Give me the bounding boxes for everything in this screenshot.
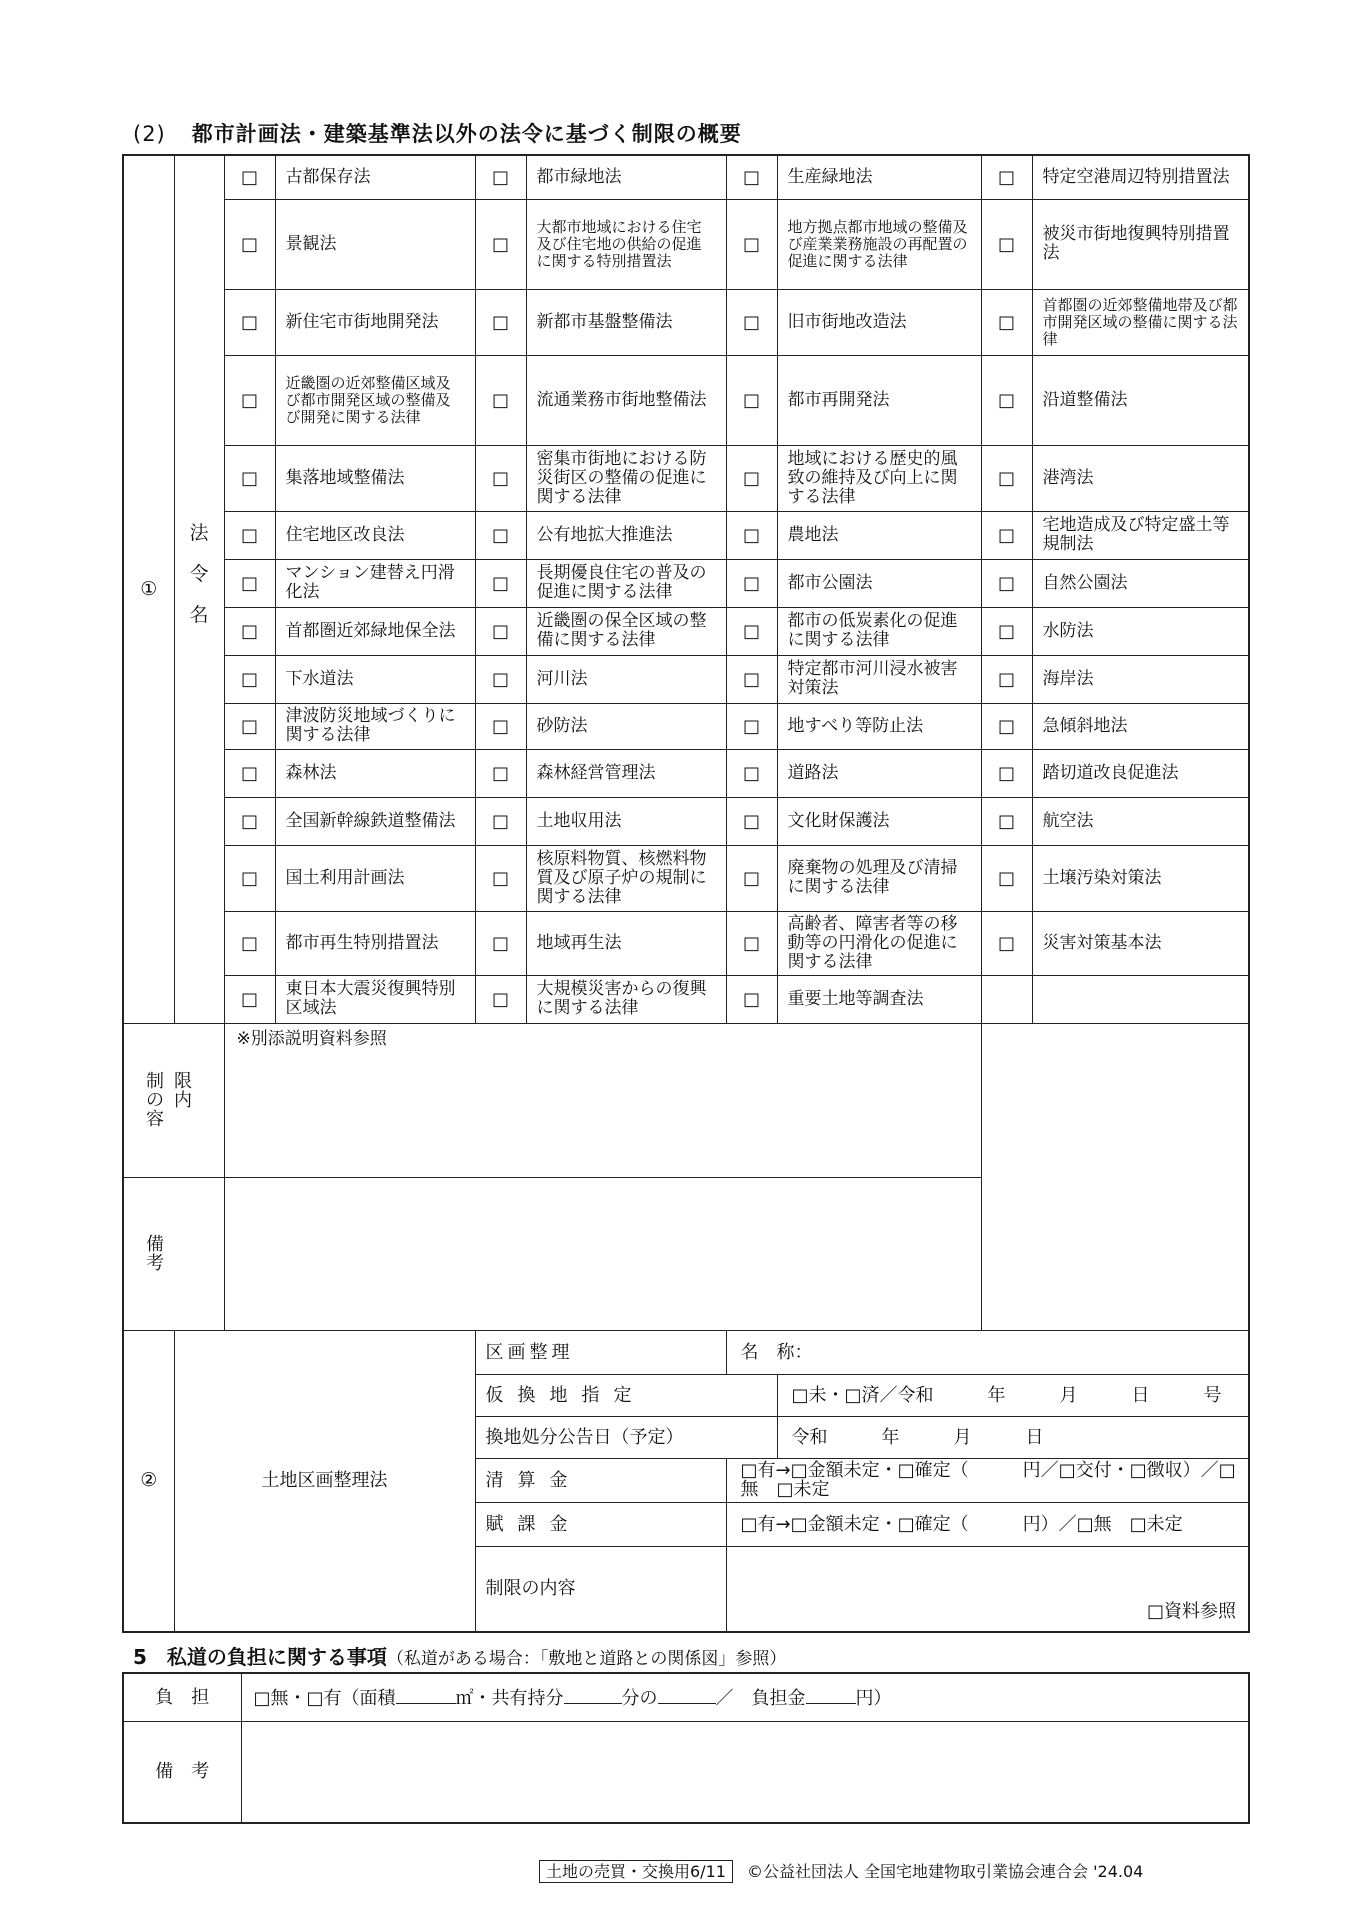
law-checkbox[interactable]: □ (475, 797, 526, 845)
law-name: 景観法 (275, 199, 475, 289)
law-checkbox[interactable] (981, 975, 1032, 1023)
seisan-field[interactable]: □有→□金額未定・□確定（ 円／□交付・□徴収）／□無 □未定 (726, 1458, 1249, 1502)
law-name: 砂防法 (526, 703, 726, 749)
law-checkbox[interactable]: □ (475, 655, 526, 703)
law-checkbox[interactable]: □ (726, 655, 777, 703)
fuka-label: 賦課金 (475, 1502, 726, 1546)
law-checkbox[interactable]: □ (475, 703, 526, 749)
share-numerator-blank[interactable] (658, 1687, 716, 1704)
law-name: 廃棄物の処理及び清掃に関する法律 (777, 845, 981, 911)
law-name: 流通業務市街地整備法 (526, 355, 726, 445)
law-name: 特定都市河川浸水被害対策法 (777, 655, 981, 703)
law-checkbox[interactable]: □ (981, 797, 1032, 845)
law-name: 生産緑地法 (777, 155, 981, 199)
law-row (123, 155, 1249, 199)
burden-field[interactable]: □無・□有（面積 ㎡・共有持分 分の ／ 負担金 円） (241, 1673, 1249, 1721)
law-name: 被災市街地復興特別措置法 (1032, 199, 1249, 289)
section-heading (133, 118, 742, 148)
law-row (123, 703, 1249, 749)
law-name: 土地収用法 (526, 797, 726, 845)
restriction-content-label: 制限の内容 (123, 1023, 224, 1177)
law-name: 土壌汚染対策法 (1032, 845, 1249, 911)
law-row (123, 749, 1249, 797)
law-row (123, 845, 1249, 911)
law-checkbox[interactable]: □ (726, 749, 777, 797)
law-name: 森林法 (275, 749, 475, 797)
law-checkbox[interactable]: □ (475, 355, 526, 445)
law-checkbox[interactable]: □ (726, 511, 777, 559)
law-name: 新都市基盤整備法 (526, 289, 726, 355)
law-name: 旧市街地改造法 (777, 289, 981, 355)
law-checkbox[interactable]: □ (726, 155, 777, 199)
law-checkbox[interactable]: □ (224, 445, 275, 511)
section-number: (2) (133, 122, 166, 146)
karikan-field[interactable]: □未・□済／令和 年 月 日 号 (777, 1374, 1249, 1416)
law-name: 都市再生特別措置法 (275, 911, 475, 975)
law-checkbox[interactable]: □ (475, 845, 526, 911)
law-checkbox[interactable]: □ (224, 797, 275, 845)
law-name: 自然公園法 (1032, 559, 1249, 607)
area-blank[interactable] (396, 1687, 456, 1704)
law-name: 都市公園法 (777, 559, 981, 607)
law-name: 津波防災地域づくりに関する法律 (275, 703, 475, 749)
law-name-label-char: 名 (189, 603, 209, 626)
remarks-5-field[interactable] (241, 1721, 1249, 1823)
law-checkbox[interactable]: □ (224, 155, 275, 199)
law-name: 地域における歴史的風致の維持及び向上に関する法律 (777, 445, 981, 511)
law-name: 集落地域整備法 (275, 445, 475, 511)
law-row (123, 559, 1249, 607)
law-row (123, 655, 1249, 703)
law-name (1032, 975, 1249, 1023)
law-checkbox[interactable]: □ (475, 199, 526, 289)
law-name: 森林経営管理法 (526, 749, 726, 797)
law-checkbox[interactable]: □ (475, 749, 526, 797)
law-checkbox[interactable]: □ (726, 703, 777, 749)
footer (539, 1859, 1143, 1882)
law-checkbox[interactable]: □ (475, 155, 526, 199)
law-row (123, 289, 1249, 355)
law-checkbox[interactable]: □ (981, 445, 1032, 511)
law-row (123, 511, 1249, 559)
remarks-field[interactable] (224, 1177, 981, 1330)
law-name: 特定空港周辺特別措置法 (1032, 155, 1249, 199)
remarks-label: 備 考 (123, 1177, 224, 1330)
law-checkbox[interactable]: □ (726, 797, 777, 845)
law-name: 首都圏の近郊整備地帯及び都市開発区域の整備に関する法律 (1032, 289, 1249, 355)
law-name: 海岸法 (1032, 655, 1249, 703)
law-name: 航空法 (1032, 797, 1249, 845)
karikan-label: 仮換地指定 (475, 1374, 777, 1416)
law-name: 高齢者、障害者等の移動等の円滑化の促進に関する法律 (777, 911, 981, 975)
law-name: 文化財保護法 (777, 797, 981, 845)
private-road-table (122, 1672, 1250, 1824)
law-checkbox[interactable]: □ (726, 355, 777, 445)
kouhyou-field[interactable]: 令和 年 月 日 (777, 1416, 1249, 1458)
law-name: 住宅地区改良法 (275, 511, 475, 559)
law-checkbox[interactable]: □ (981, 355, 1032, 445)
law-checkbox[interactable]: □ (224, 749, 275, 797)
seigen-label: 制限の内容 (475, 1546, 726, 1632)
burden-label: 負 担 (123, 1673, 241, 1721)
share-denominator-blank[interactable] (564, 1687, 622, 1704)
law-name: 東日本大震災復興特別区域法 (275, 975, 475, 1023)
law-checkbox[interactable]: □ (981, 155, 1032, 199)
law-checkbox[interactable]: □ (475, 511, 526, 559)
law-name: 重要土地等調査法 (777, 975, 981, 1023)
law-checkbox[interactable]: □ (981, 749, 1032, 797)
row-1-number: ① (123, 155, 174, 1023)
law-name: 国土利用計画法 (275, 845, 475, 911)
law-row (123, 199, 1249, 289)
section-title: 都市計画法・建築基準法以外の法令に基づく制限の概要 (191, 122, 742, 146)
law-checkbox[interactable]: □ (224, 911, 275, 975)
restriction-content-note[interactable]: ※別添説明資料参照 (224, 1023, 981, 1177)
law-name: 都市の低炭素化の促進に関する法律 (777, 607, 981, 655)
law-checkbox[interactable]: □ (475, 975, 526, 1023)
law-row (123, 355, 1249, 445)
law-name: 地域再生法 (526, 911, 726, 975)
remarks-5-label: 備 考 (123, 1721, 241, 1823)
section-5-heading: 5 私道の負担に関する事項（私道がある場合：「敷地と道路との関係図」参照） (133, 1645, 787, 1669)
law-row (123, 445, 1249, 511)
seigen-field[interactable]: □資料参照 (726, 1546, 1249, 1632)
law-name: 下水道法 (275, 655, 475, 703)
law-checkbox[interactable]: □ (726, 607, 777, 655)
kukaku-label: 区画整理 (475, 1330, 726, 1374)
law-name: 新住宅市街地開発法 (275, 289, 475, 355)
law-name: 核原料物質、核燃料物質及び原子炉の規制に関する法律 (526, 845, 726, 911)
law-name: 密集市街地における防災街区の整備の促進に関する法律 (526, 445, 726, 511)
kukaku-name-field[interactable]: 名 称： (726, 1330, 1249, 1374)
law-name: 河川法 (526, 655, 726, 703)
law-checkbox[interactable]: □ (475, 289, 526, 355)
law-checkbox[interactable]: □ (726, 559, 777, 607)
law-checkbox[interactable]: □ (475, 607, 526, 655)
law-name: 首都圏近郊緑地保全法 (275, 607, 475, 655)
law-name: マンション建替え円滑化法 (275, 559, 475, 607)
law-name: 災害対策基本法 (1032, 911, 1249, 975)
copyright: ©公益社団法人 全国宅地建物取引業協会連合会 '24.04 (746, 1862, 1144, 1881)
law-checkbox[interactable]: □ (224, 655, 275, 703)
law-name: 道路法 (777, 749, 981, 797)
law-row (123, 975, 1249, 1023)
law-checkbox[interactable]: □ (224, 199, 275, 289)
law-checkbox[interactable]: □ (981, 655, 1032, 703)
law-checkbox[interactable]: □ (726, 445, 777, 511)
fuka-field[interactable]: □有→□金額未定・□確定（ 円）／□無 □未定 (726, 1502, 1249, 1546)
law-name: 沿道整備法 (1032, 355, 1249, 445)
seisan-label: 清算金 (475, 1458, 726, 1502)
law-row (123, 797, 1249, 845)
law-checkbox[interactable]: □ (475, 559, 526, 607)
law-checkbox[interactable]: □ (726, 845, 777, 911)
law-name: 急傾斜地法 (1032, 703, 1249, 749)
law-checkbox[interactable]: □ (224, 703, 275, 749)
law-checkbox[interactable]: □ (981, 607, 1032, 655)
law-checkbox[interactable]: □ (224, 559, 275, 607)
restrictions-table (122, 154, 1250, 1633)
law-name-label-char: 法 (189, 521, 209, 544)
law-checkbox[interactable]: □ (981, 911, 1032, 975)
law-name: 水防法 (1032, 607, 1249, 655)
page-label: 土地の売買・交換用6/11 (539, 1860, 733, 1883)
law-checkbox[interactable]: □ (726, 199, 777, 289)
law-checkbox[interactable]: □ (981, 511, 1032, 559)
kouhyou-label: 換地処分公告日（予定） (475, 1416, 777, 1458)
law-checkbox[interactable]: □ (224, 845, 275, 911)
law-checkbox[interactable]: □ (726, 289, 777, 355)
law-checkbox[interactable]: □ (981, 845, 1032, 911)
law-checkbox[interactable]: □ (475, 445, 526, 511)
law-checkbox[interactable]: □ (224, 511, 275, 559)
law-name: 古都保存法 (275, 155, 475, 199)
law-name-label (174, 155, 224, 1023)
law-name: 長期優良住宅の普及の促進に関する法律 (526, 559, 726, 607)
law-name: 都市緑地法 (526, 155, 726, 199)
law-checkbox[interactable]: □ (224, 289, 275, 355)
law-name: 農地法 (777, 511, 981, 559)
law-name: 大都市地域における住宅及び住宅地の供給の促進に関する特別措置法 (526, 199, 726, 289)
law-name: 宅地造成及び特定盛土等規制法 (1032, 511, 1249, 559)
law-checkbox[interactable]: □ (981, 199, 1032, 289)
law-name: 地方拠点都市地域の整備及び産業業務施設の再配置の促進に関する法律 (777, 199, 981, 289)
law-name: 大規模災害からの復興に関する法律 (526, 975, 726, 1023)
law-name: 公有地拡大推進法 (526, 511, 726, 559)
law-row (123, 607, 1249, 655)
law-checkbox[interactable]: □ (224, 975, 275, 1023)
law-checkbox[interactable]: □ (224, 607, 275, 655)
law-checkbox[interactable]: □ (726, 975, 777, 1023)
law-name: 都市再開発法 (777, 355, 981, 445)
law-name: 近畿圏の近郊整備区域及び都市開発区域の整備及び開発に関する法律 (275, 355, 475, 445)
land-readjustment-label: 土地区画整理法 (174, 1330, 475, 1632)
law-checkbox[interactable]: □ (981, 703, 1032, 749)
law-checkbox[interactable]: □ (726, 911, 777, 975)
law-name-label-char: 令 (189, 562, 209, 585)
law-row (123, 911, 1249, 975)
law-name: 踏切道改良促進法 (1032, 749, 1249, 797)
law-name: 地すべり等防止法 (777, 703, 981, 749)
law-checkbox[interactable]: □ (475, 911, 526, 975)
law-checkbox[interactable]: □ (981, 289, 1032, 355)
law-checkbox[interactable]: □ (224, 355, 275, 445)
burden-amount-blank[interactable] (806, 1687, 856, 1704)
row-2-number: ② (123, 1330, 174, 1632)
law-name: 港湾法 (1032, 445, 1249, 511)
law-name: 近畿圏の保全区域の整備に関する法律 (526, 607, 726, 655)
law-name: 全国新幹線鉄道整備法 (275, 797, 475, 845)
law-checkbox[interactable]: □ (981, 559, 1032, 607)
